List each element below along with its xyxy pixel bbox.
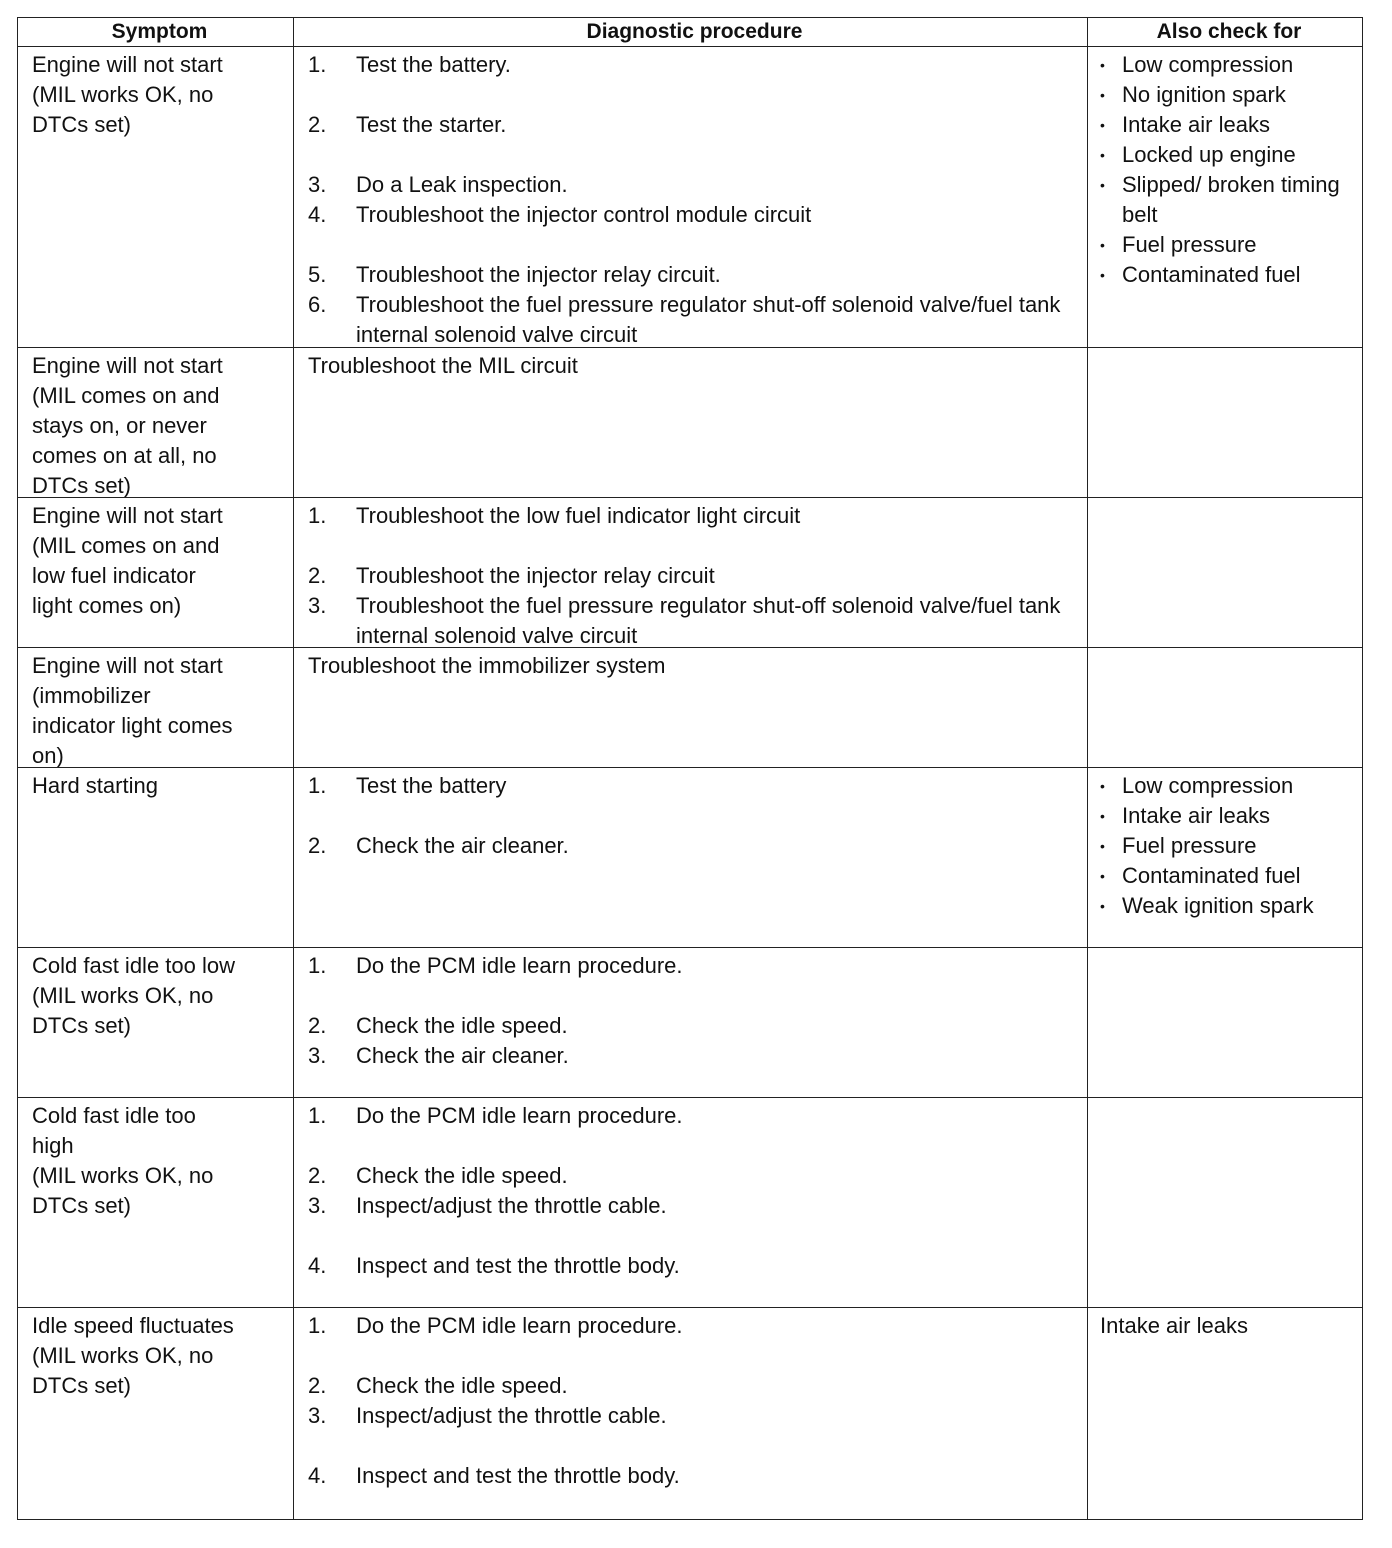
symptom-text: Hard starting bbox=[32, 773, 158, 798]
list-item-text: Low compression bbox=[1122, 773, 1294, 798]
table-row bbox=[18, 497, 1362, 647]
procedure-step bbox=[308, 1161, 1081, 1191]
list-item-text: Contaminated fuel bbox=[1122, 262, 1301, 287]
symptom-cell bbox=[18, 47, 294, 347]
also-check-list bbox=[1100, 50, 1358, 290]
step-number: 1. bbox=[308, 52, 327, 77]
list-item bbox=[1100, 260, 1358, 290]
symptom-cell bbox=[18, 948, 294, 1097]
also-check-cell bbox=[1088, 648, 1362, 767]
header-procedure: Diagnostic procedure bbox=[294, 18, 1088, 46]
procedure-step bbox=[308, 831, 1081, 861]
also-check-cell bbox=[1088, 348, 1362, 497]
step-number: 1. bbox=[308, 773, 327, 798]
symptom-text: Engine will not start (immobilizer indicator light comes on) bbox=[32, 653, 233, 767]
list-item bbox=[1100, 80, 1358, 110]
procedure-step bbox=[308, 951, 1081, 981]
step-number: 6. bbox=[308, 292, 327, 317]
procedure-step bbox=[308, 260, 1081, 290]
also-check-list bbox=[1100, 771, 1358, 921]
step-text: Do the PCM idle learn procedure. bbox=[356, 1313, 683, 1338]
list-item bbox=[1100, 831, 1358, 861]
step-text: Troubleshoot the fuel pressure regulator shut-off solenoid valve/fuel tank internal solenoid valve circuit bbox=[356, 593, 1061, 647]
step-text: Do the PCM idle learn procedure. bbox=[356, 1103, 683, 1128]
procedure-cell bbox=[294, 47, 1088, 347]
step-number: 5. bbox=[308, 262, 327, 287]
procedure-step bbox=[308, 1191, 1081, 1221]
list-item-text: Slipped/ broken timing belt bbox=[1122, 172, 1340, 227]
symptom-cell bbox=[18, 1098, 294, 1307]
step-text: Test the battery bbox=[356, 773, 507, 798]
symptom-text: Cold fast idle too high (MIL works OK, no DTCs set) bbox=[32, 1103, 214, 1218]
also-check-cell bbox=[1088, 948, 1362, 1097]
step-text: Troubleshoot the fuel pressure regulator shut-off solenoid valve/fuel tank internal solenoid valve circuit bbox=[356, 292, 1061, 347]
step-text: Check the idle speed. bbox=[356, 1163, 568, 1188]
procedure-step bbox=[308, 1011, 1081, 1041]
list-item-text: Contaminated fuel bbox=[1122, 863, 1301, 888]
symptom-text: Engine will not start (MIL works OK, no DTCs set) bbox=[32, 52, 223, 137]
step-number: 2. bbox=[308, 1163, 327, 1188]
procedure-step bbox=[308, 110, 1081, 140]
procedure-step bbox=[308, 1041, 1081, 1071]
step-text: Do a Leak inspection. bbox=[356, 172, 568, 197]
procedure-cell bbox=[294, 1308, 1088, 1519]
also-check-cell bbox=[1088, 498, 1362, 647]
step-number: 4. bbox=[308, 202, 327, 227]
list-item-text: Low compression bbox=[1122, 52, 1294, 77]
also-check-cell bbox=[1088, 768, 1362, 947]
procedure-step bbox=[308, 290, 1081, 347]
step-number: 3. bbox=[308, 1043, 327, 1068]
list-item-text: Locked up engine bbox=[1122, 142, 1296, 167]
step-text: Check the air cleaner. bbox=[356, 1043, 569, 1068]
bullet-icon: • bbox=[1100, 838, 1105, 854]
bullet-icon: • bbox=[1100, 778, 1105, 794]
also-check-text: Intake air leaks bbox=[1100, 1313, 1248, 1338]
table-row bbox=[18, 767, 1362, 947]
table-header bbox=[18, 18, 1362, 46]
symptom-text: Engine will not start (MIL comes on and low fuel indicator light comes on) bbox=[32, 503, 223, 618]
list-item bbox=[1100, 771, 1358, 801]
step-number: 3. bbox=[308, 1193, 327, 1218]
bullet-icon: • bbox=[1100, 237, 1105, 253]
list-item-text: No ignition spark bbox=[1122, 82, 1286, 107]
step-number: 4. bbox=[308, 1253, 327, 1278]
step-number: 2. bbox=[308, 112, 327, 137]
step-text: Test the starter. bbox=[356, 112, 507, 137]
procedure-step bbox=[308, 501, 1081, 531]
procedure-step bbox=[308, 50, 1081, 80]
list-item bbox=[1100, 110, 1358, 140]
step-text: Troubleshoot the injector control module circuit bbox=[356, 202, 812, 227]
symptom-text: Cold fast idle too low (MIL works OK, no DTCs set) bbox=[32, 953, 235, 1038]
step-number: 4. bbox=[308, 1463, 327, 1488]
procedure-cell bbox=[294, 1098, 1088, 1307]
step-number: 1. bbox=[308, 1313, 327, 1338]
procedure-step bbox=[308, 1251, 1081, 1281]
table-row bbox=[18, 1097, 1362, 1307]
list-item-text: Intake air leaks bbox=[1122, 803, 1270, 828]
procedure-cell bbox=[294, 648, 1088, 767]
list-item-text: Weak ignition spark bbox=[1122, 893, 1314, 918]
procedure-cell bbox=[294, 768, 1088, 947]
step-number: 2. bbox=[308, 563, 327, 588]
bullet-icon: • bbox=[1100, 267, 1105, 283]
procedure-text: Troubleshoot the immobilizer system bbox=[308, 653, 666, 678]
symptom-cell bbox=[18, 1308, 294, 1519]
list-item-text: Intake air leaks bbox=[1122, 112, 1270, 137]
also-check-cell bbox=[1088, 1308, 1362, 1519]
step-text: Troubleshoot the injector relay circuit bbox=[356, 563, 715, 588]
step-text: Inspect/adjust the throttle cable. bbox=[356, 1193, 667, 1218]
step-text: Check the idle speed. bbox=[356, 1373, 568, 1398]
procedure-cell bbox=[294, 348, 1088, 497]
symptom-cell bbox=[18, 648, 294, 767]
table-row bbox=[18, 947, 1362, 1097]
step-number: 3. bbox=[308, 172, 327, 197]
procedure-step bbox=[308, 1461, 1081, 1491]
step-number: 1. bbox=[308, 1103, 327, 1128]
step-number: 3. bbox=[308, 1403, 327, 1428]
procedure-step bbox=[308, 561, 1081, 591]
symptom-cell bbox=[18, 348, 294, 497]
step-text: Inspect/adjust the throttle cable. bbox=[356, 1403, 667, 1428]
step-text: Inspect and test the throttle body. bbox=[356, 1463, 680, 1488]
list-item bbox=[1100, 140, 1358, 170]
procedure-text: Troubleshoot the MIL circuit bbox=[308, 353, 578, 378]
bullet-icon: • bbox=[1100, 87, 1105, 103]
table-row bbox=[18, 46, 1362, 347]
symptom-text: Engine will not start (MIL comes on and stays on, or never comes on at all, no DTCs set) bbox=[32, 353, 223, 497]
step-number: 1. bbox=[308, 953, 327, 978]
step-text: Inspect and test the throttle body. bbox=[356, 1253, 680, 1278]
bullet-icon: • bbox=[1100, 868, 1105, 884]
step-text: Test the battery. bbox=[356, 52, 511, 77]
also-check-cell bbox=[1088, 47, 1362, 347]
bullet-icon: • bbox=[1100, 57, 1105, 73]
table-row bbox=[18, 1307, 1362, 1519]
procedure-step bbox=[308, 200, 1081, 230]
bullet-icon: • bbox=[1100, 147, 1105, 163]
bullet-icon: • bbox=[1100, 117, 1105, 133]
symptom-cell bbox=[18, 498, 294, 647]
header-symptom: Symptom bbox=[18, 18, 294, 46]
procedure-cell bbox=[294, 948, 1088, 1097]
list-item bbox=[1100, 230, 1358, 260]
procedure-cell bbox=[294, 498, 1088, 647]
list-item bbox=[1100, 170, 1358, 230]
header-also-check: Also check for bbox=[1156, 20, 1302, 43]
also-check-cell bbox=[1088, 1098, 1362, 1307]
bullet-icon: • bbox=[1100, 808, 1105, 824]
bullet-icon: • bbox=[1100, 177, 1105, 193]
procedure-step bbox=[308, 1101, 1081, 1131]
procedure-step bbox=[308, 771, 1081, 801]
step-text: Do the PCM idle learn procedure. bbox=[356, 953, 683, 978]
list-item-text: Fuel pressure bbox=[1122, 232, 1257, 257]
bullet-icon: • bbox=[1100, 898, 1105, 914]
list-item bbox=[1100, 861, 1358, 891]
table-row bbox=[18, 347, 1362, 497]
procedure-step bbox=[308, 591, 1081, 647]
step-text: Check the idle speed. bbox=[356, 1013, 568, 1038]
diagnostic-table bbox=[17, 17, 1363, 1520]
step-number: 1. bbox=[308, 503, 327, 528]
symptom-cell bbox=[18, 768, 294, 947]
procedure-step bbox=[308, 1311, 1081, 1341]
procedure-step bbox=[308, 1401, 1081, 1431]
table-row bbox=[18, 647, 1362, 767]
list-item bbox=[1100, 891, 1358, 921]
step-number: 3. bbox=[308, 593, 327, 618]
list-item bbox=[1100, 50, 1358, 80]
list-item bbox=[1100, 801, 1358, 831]
list-item-text: Fuel pressure bbox=[1122, 833, 1257, 858]
step-number: 2. bbox=[308, 1013, 327, 1038]
step-number: 2. bbox=[308, 833, 327, 858]
step-text: Check the air cleaner. bbox=[356, 833, 569, 858]
procedure-step bbox=[308, 170, 1081, 200]
step-text: Troubleshoot the low fuel indicator light circuit bbox=[356, 503, 801, 528]
step-number: 2. bbox=[308, 1373, 327, 1398]
procedure-step bbox=[308, 1371, 1081, 1401]
symptom-text: Idle speed fluctuates (MIL works OK, no DTCs set) bbox=[32, 1313, 234, 1398]
step-text: Troubleshoot the injector relay circuit. bbox=[356, 262, 721, 287]
